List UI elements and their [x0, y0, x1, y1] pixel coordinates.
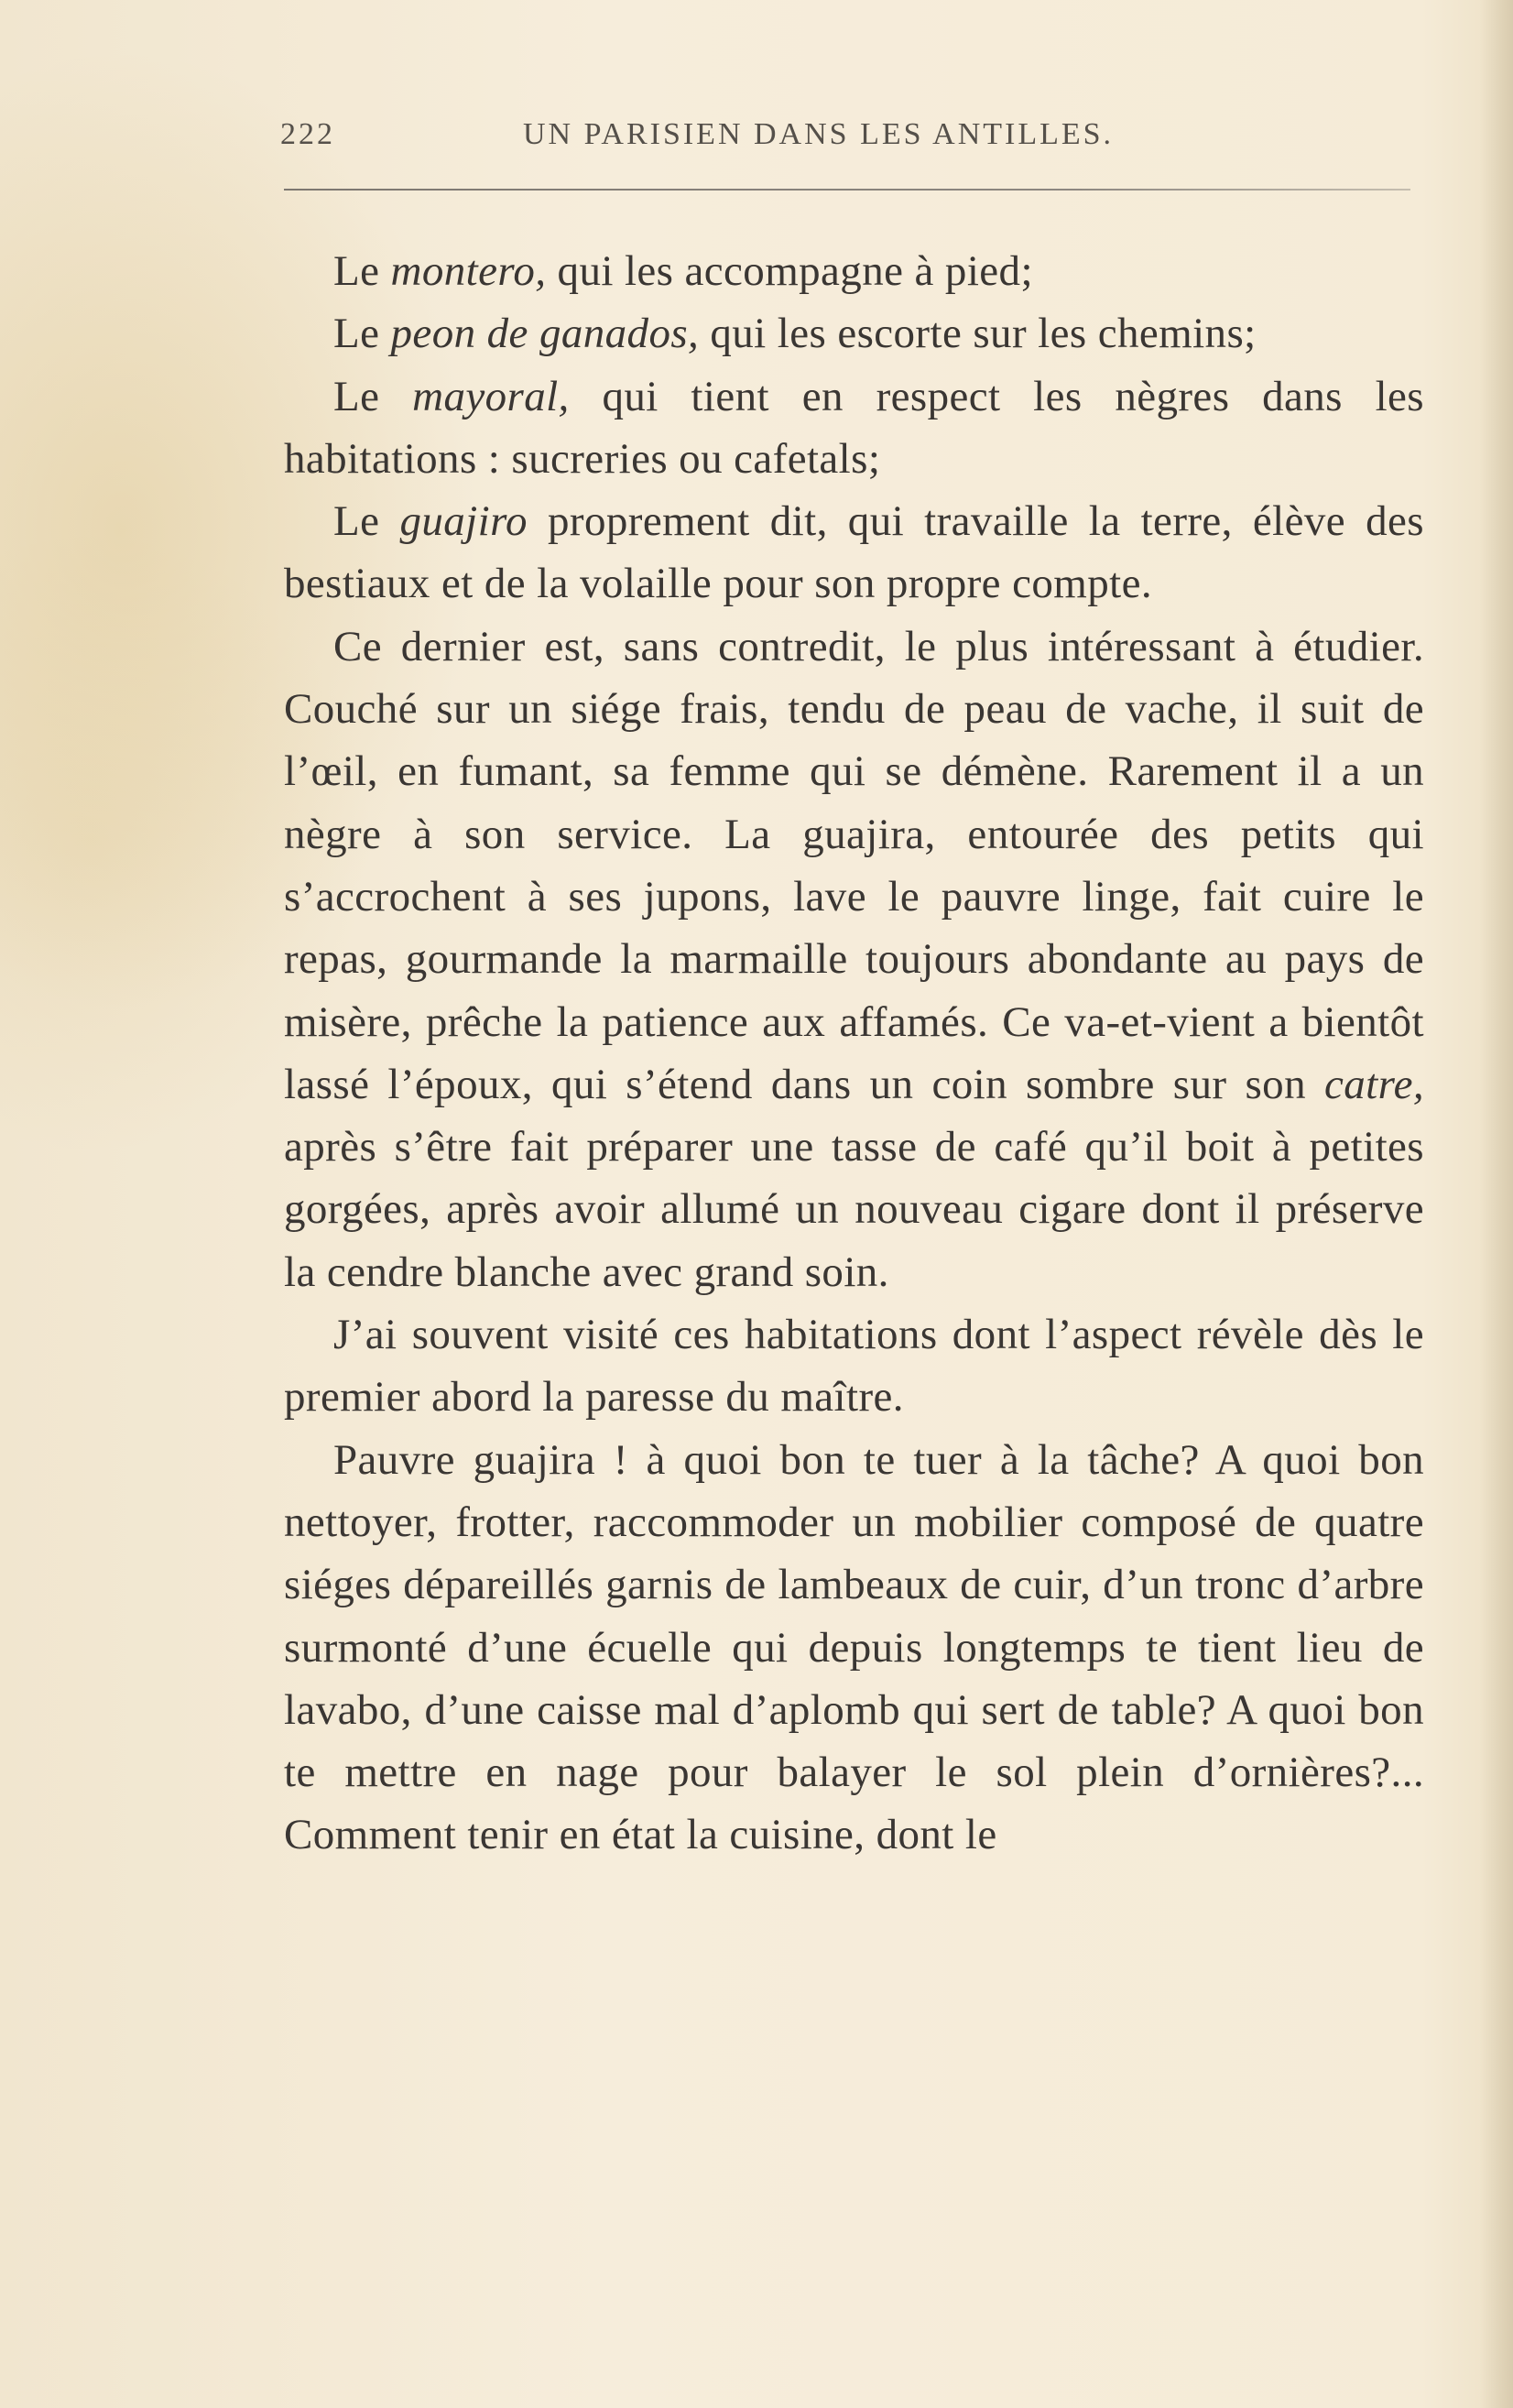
paragraph-ce-dernier: Ce dernier est, sans contredit, le plus intéressant à étudier. Couché sur un siége frais, tendu de peau de vache, il suit de l’œil, en fumant, sa femme qui se démène. Rarement il a un nègre à son service. La guajira, entourée des petits qui s’accrochent à ses jupons, lave le pauvre linge, fait cuire le repas, gourmande la marmaille toujours abondante au pays de misère, prêche la patience aux affamés. Ce va-et-vient a bientôt lassé l’époux, qui s’étend dans un coin sombre sur son catre, après s’être fait préparer une tasse de café qu’il boit à petites gorgées, après avoir allumé un nouveau cigare dont il préserve la cendre blanche avec grand soin. [284, 622, 1424, 1296]
paragraph-pauvre-guajira: Pauvre guajira ! à quoi bon te tuer à la tâche? A quoi bon nettoyer, frotter, raccommoder un mobilier composé de quatre siéges dépareillés garnis de lambeaux de cuir, d’un tronc d’arbre surmonté d’une écuelle qui depuis longtemps te tient lieu de lavabo, d’une caisse mal d’aplomb qui sert de table? A quoi bon te mettre en nage pour balayer le sol plein d’ornières?... Comment tenir en état la cuisine, dont le [284, 1435, 1424, 1859]
term-mayoral: mayoral, [412, 372, 570, 420]
paragraph-montero: Le montero, qui les accompagne à pied; [333, 247, 1033, 295]
running-title: UN PARISIEN DANS LES ANTILLES. [523, 117, 1115, 151]
page-number: 222 [280, 117, 335, 151]
paragraph-guajiro: Le guajiro proprement dit, qui travaille la terre, élève des bestiaux et de la volaille pour son propre compte. [284, 497, 1424, 608]
page-edge-shadow [1480, 0, 1513, 2408]
header-rule [284, 189, 1410, 191]
term-guajiro: guajiro [399, 497, 528, 546]
term-peon-de-ganados: peon de ganados, [390, 310, 700, 358]
term-montero: montero, [390, 247, 547, 295]
running-header [280, 117, 1416, 165]
term-catre: catre, [1324, 1060, 1424, 1108]
paragraph-habitations: J’ai souvent visité ces habitations dont l’aspect révèle dès le premier abord la paresse du maître. [284, 1311, 1424, 1422]
paragraph-mayoral: Le mayoral, qui tient en respect les nègres dans les habitations : sucreries ou cafetals; [284, 372, 1425, 483]
paragraph-peon: Le peon de ganados, qui les escorte sur les chemins; [333, 310, 1257, 358]
body-text [284, 240, 1424, 1867]
